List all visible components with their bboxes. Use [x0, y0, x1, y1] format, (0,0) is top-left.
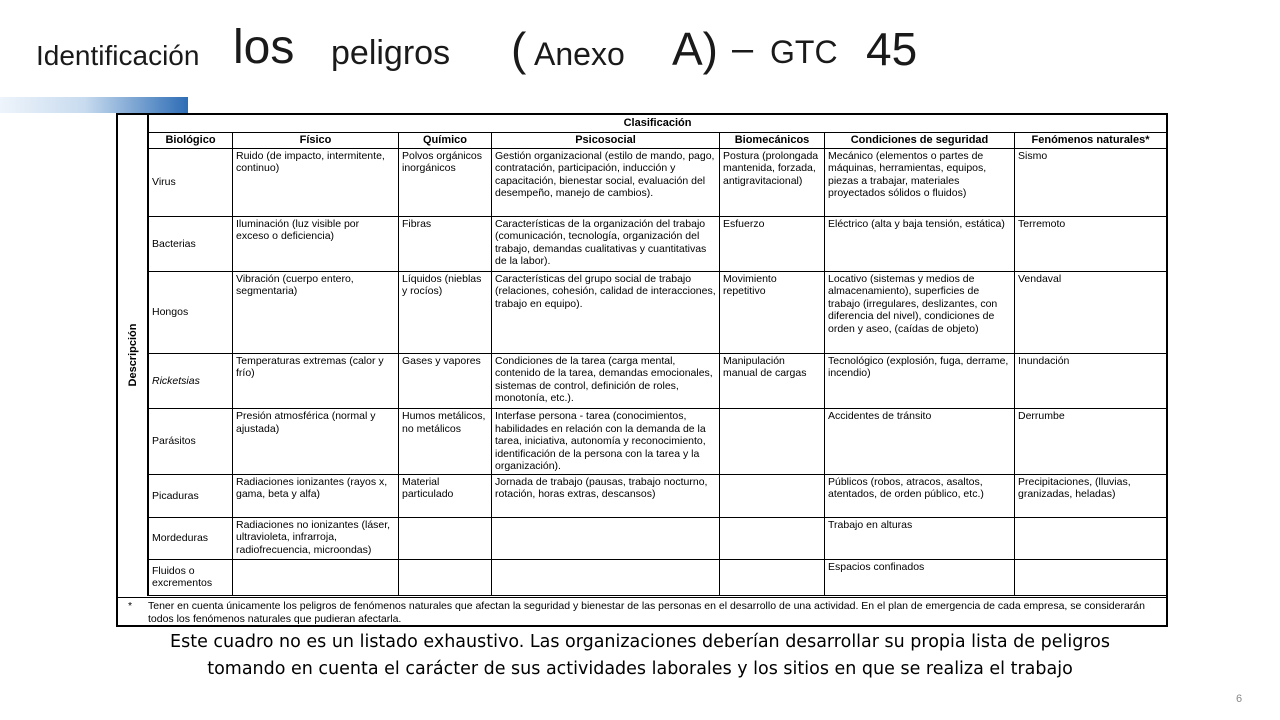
column-header: Químico	[399, 132, 492, 148]
table-cell: Inundación	[1015, 353, 1167, 408]
column-header: Condiciones de seguridad	[825, 132, 1015, 148]
table-cell	[1015, 559, 1167, 595]
table-cell: Radiaciones ionizantes (rayos x, gama, beta y alfa)	[233, 474, 399, 517]
table-cell	[720, 517, 825, 559]
column-header-row	[149, 132, 1167, 148]
title-word: Anexo	[534, 36, 625, 72]
table-cell: Tecnológico (explosión, fuga, derrame, incendio)	[825, 353, 1015, 408]
table-cell: Humos metálicos, no metálicos	[399, 409, 492, 475]
table-cell: Públicos (robos, atracos, asaltos, atentados, de orden público, etc.)	[825, 474, 1015, 517]
table-cell: Bacterias	[149, 216, 233, 271]
table-cell	[492, 517, 720, 559]
classification-header: Clasificación	[149, 115, 1167, 132]
table-cell	[399, 559, 492, 595]
table-cell: Presión atmosférica (normal y ajustada)	[233, 409, 399, 475]
slide-caption	[0, 629, 1280, 683]
title-word: –	[732, 28, 754, 70]
title-word: Identificación	[36, 40, 200, 71]
table-row	[149, 517, 1167, 559]
title-accent-bar	[0, 97, 188, 113]
table-cell: Características de la organización del trabajo (comunicación, tecnología, organización del trabajo, demandas cualitativas y cuantitativas de la labor).	[492, 216, 720, 271]
table-cell: Espacios confinados	[825, 559, 1015, 595]
table-cell	[1015, 517, 1167, 559]
page-number: 6	[1236, 693, 1243, 705]
table-cell: Virus	[149, 148, 233, 216]
column-header: Psicosocial	[492, 132, 720, 148]
hazard-classification-table	[116, 113, 1168, 627]
footnote-mark: *	[128, 600, 133, 612]
table-row	[149, 559, 1167, 595]
table-cell	[720, 559, 825, 595]
table-cell: Manipulación manual de cargas	[720, 353, 825, 408]
table-cell: Temperaturas extremas (calor y frío)	[233, 353, 399, 408]
title-word: A)	[672, 23, 718, 75]
table-cell: Vibración (cuerpo entero, segmentaria)	[233, 271, 399, 353]
table-cell: Mecánico (elementos o partes de máquinas, herramientas, equipos, piezas a trabajar, materiales proyectados sólidos o fluidos)	[825, 148, 1015, 216]
table-cell: Locativo (sistemas y medios de almacenamiento), superficies de trabajo (irregulares, deslizantes, con diferencia del nivel), condiciones de orden y aseo, (caídas de objeto)	[825, 271, 1015, 353]
classification-grid	[148, 115, 1167, 596]
column-header: Biomecánicos	[720, 132, 825, 148]
table-cell: Accidentes de tránsito	[825, 409, 1015, 475]
table-cell: Condiciones de la tarea (carga mental, contenido de la tarea, demandas emocionales, sistemas de control, definición de roles, monotonía, etc.).	[492, 353, 720, 408]
table-cell: Esfuerzo	[720, 216, 825, 271]
title-word: 45	[866, 23, 918, 75]
table-cell: Vendaval	[1015, 271, 1167, 353]
table-row	[149, 148, 1167, 216]
table-cell	[233, 559, 399, 595]
table-cell: Picaduras	[149, 474, 233, 517]
table-cell: Características del grupo social de trabajo (relaciones, cohesión, calidad de interacciones, trabajo en equipo).	[492, 271, 720, 353]
caption-line-2: tomando en cuenta el carácter de sus actividades laborales y los sitios en que se realiza el trabajo	[207, 659, 1073, 679]
table-cell	[720, 474, 825, 517]
table-cell: Ricketsias	[149, 353, 233, 408]
table-cell: Líquidos (nieblas y rocíos)	[399, 271, 492, 353]
column-header: Físico	[233, 132, 399, 148]
table-cell: Trabajo en alturas	[825, 517, 1015, 559]
table-cell: Postura (prolongada mantenida, forzada, antigravitacional)	[720, 148, 825, 216]
column-header: Fenómenos naturales*	[1015, 132, 1167, 148]
table-cell: Material particulado	[399, 474, 492, 517]
table-cell: Fibras	[399, 216, 492, 271]
table-cell: Ruido (de impacto, intermitente, continuo)	[233, 148, 399, 216]
table-cell: Sismo	[1015, 148, 1167, 216]
table-cell: Interfase persona - tarea (conocimientos, habilidades en relación con la demanda de la tarea, iniciativa, autonomía y reconocimiento, identificación de la persona con la tarea y la organización).	[492, 409, 720, 475]
table-row	[149, 474, 1167, 517]
description-label: Descripción	[127, 323, 139, 387]
title-word: GTC	[770, 34, 838, 70]
table-cell: Parásitos	[149, 409, 233, 475]
table-footnote	[118, 597, 1166, 625]
table-cell: Hongos	[149, 271, 233, 353]
table-cell: Derrumbe	[1015, 409, 1167, 475]
title-word: los	[233, 21, 295, 74]
table-cell: Gestión organizacional (estilo de mando, pago, contratación, participación, inducción y capacitación, bienestar social, evaluación del desempeño, manejo de cambios).	[492, 148, 720, 216]
table-cell: Fluidos o excrementos	[149, 559, 233, 595]
footnote-text: Tener en cuenta únicamente los peligros de fenómenos naturales que afectan la seguridad y bienestar de las personas en el desarrollo de una actividad. En el plan de emergencia de cada empresa, se considerarán todos los fenómenos naturales que pudieran afectarla.	[148, 600, 1145, 625]
table-cell: Movimiento repetitivo	[720, 271, 825, 353]
table-cell: Mordeduras	[149, 517, 233, 559]
table-cell: Iluminación (luz visible por exceso o deficiencia)	[233, 216, 399, 271]
slide-title	[0, 0, 1280, 90]
table-cell: Precipitaciones, (lluvias, granizadas, heladas)	[1015, 474, 1167, 517]
table-cell	[492, 559, 720, 595]
table-row	[149, 409, 1167, 475]
table-cell: Polvos orgánicos inorgánicos	[399, 148, 492, 216]
caption-line-1: Este cuadro no es un listado exhaustivo. Las organizaciones deberían desarrollar su propia lista de peligros	[170, 632, 1110, 652]
table-cell: Jornada de trabajo (pausas, trabajo nocturno, rotación, horas extras, descansos)	[492, 474, 720, 517]
column-header: Biológico	[149, 132, 233, 148]
table-row	[149, 271, 1167, 353]
table-row	[149, 353, 1167, 408]
table-cell: Gases y vapores	[399, 353, 492, 408]
table-cell: Eléctrico (alta y baja tensión, estática)	[825, 216, 1015, 271]
table-cell: Terremoto	[1015, 216, 1167, 271]
title-word: (	[511, 23, 527, 75]
title-word: peligros	[331, 34, 451, 72]
table-cell	[720, 409, 825, 475]
table-cell	[399, 517, 492, 559]
table-row	[149, 216, 1167, 271]
table-cell: Radiaciones no ionizantes (láser, ultravioleta, infrarroja, radiofrecuencia, microondas)	[233, 517, 399, 559]
description-side-column	[118, 115, 148, 596]
